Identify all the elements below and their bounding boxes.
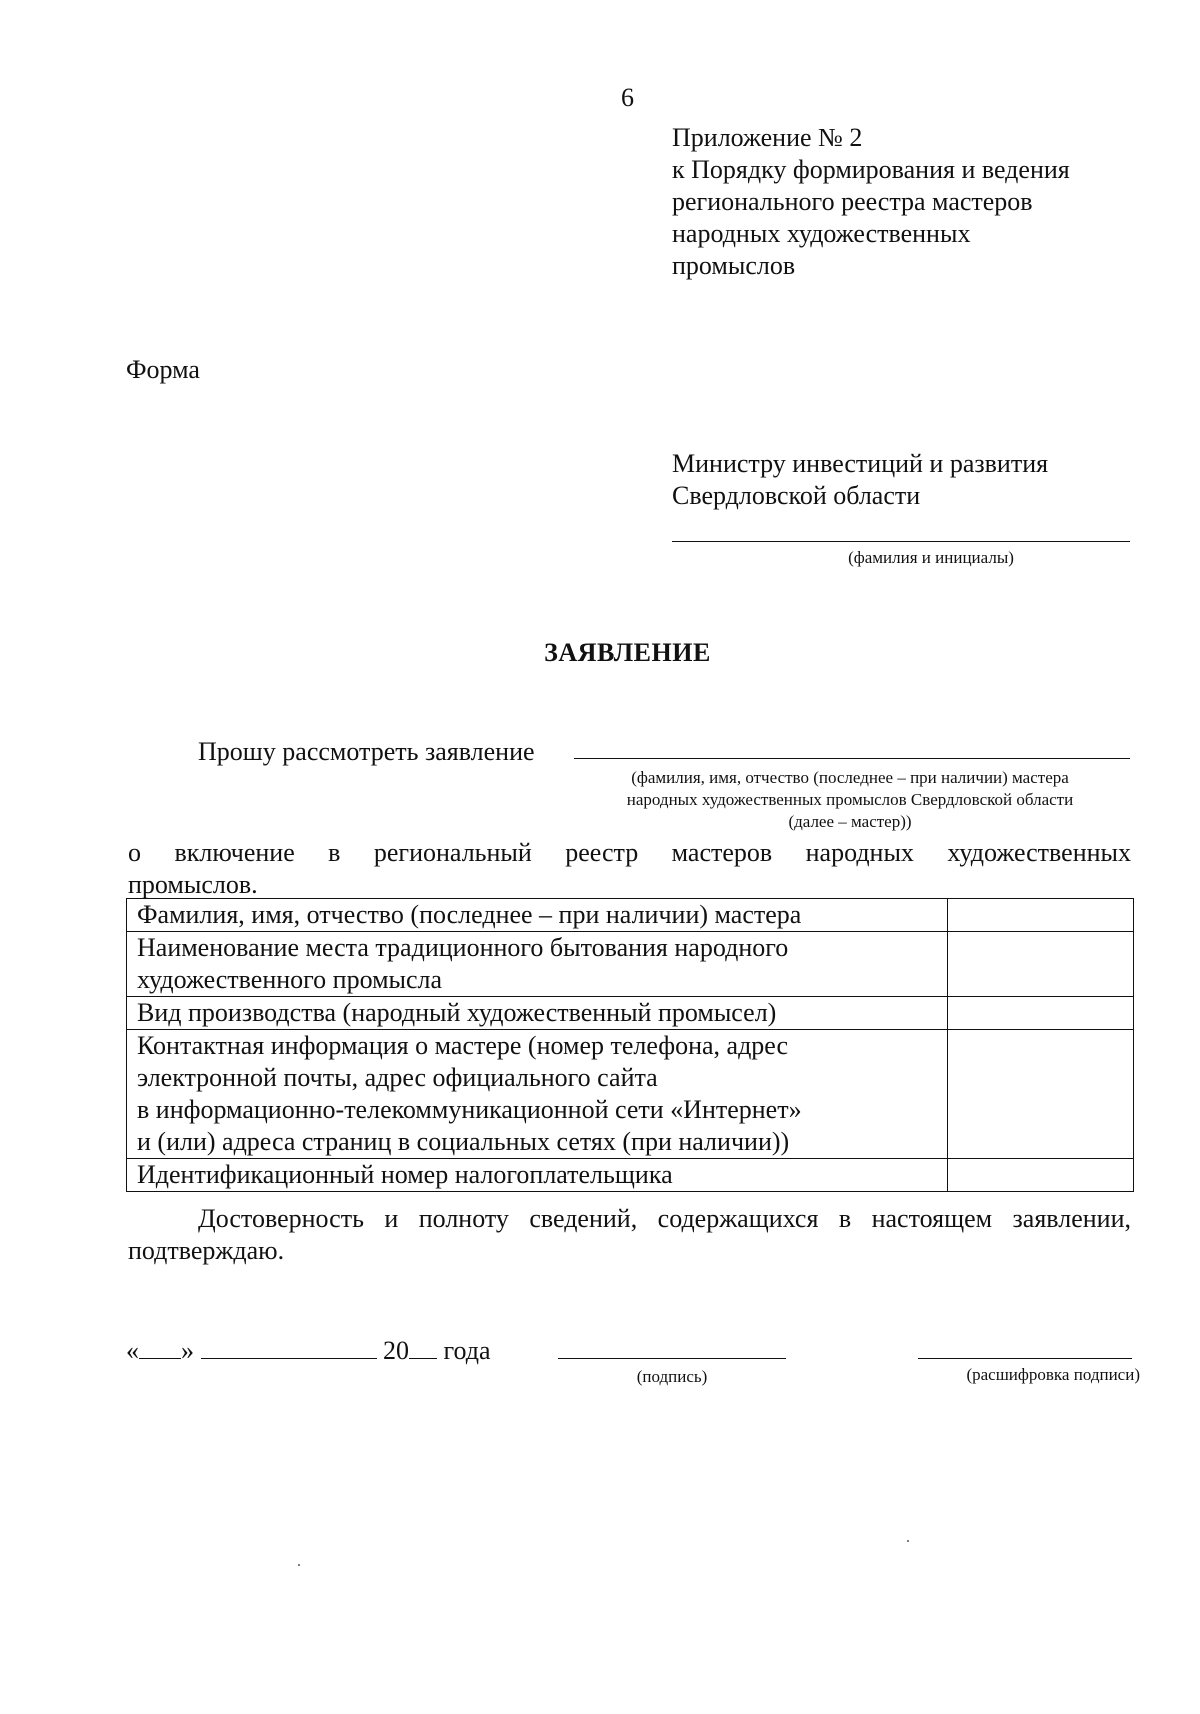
request-body-line: промыслов. <box>128 870 258 899</box>
scan-speck <box>298 1564 300 1566</box>
row-label-line: Контактная информация о мастере (номер телефона, адрес <box>137 1031 789 1060</box>
row-label-line: Идентификационный номер налогоплательщика <box>137 1160 673 1189</box>
page-number: 6 <box>621 83 634 112</box>
applicant-caption-line: народных художественных промыслов Свердловской области <box>626 790 1074 809</box>
applicant-name-field-line <box>574 758 1130 759</box>
appendix-line: промыслов <box>672 251 796 280</box>
confirmation-statement <box>128 1203 1131 1267</box>
appendix-line: Приложение № 2 <box>672 123 863 152</box>
row-value-cell[interactable] <box>948 899 1134 932</box>
quote-close: » <box>181 1336 194 1365</box>
applicant-caption-line: (фамилия, имя, отчество (последнее – при наличии) мастера <box>631 768 1069 787</box>
row-label-line: электронной почты, адрес официального сайта <box>137 1063 658 1092</box>
addressee-block <box>672 448 1172 512</box>
row-label-line: Фамилия, имя, отчество (последнее – при наличии) мастера <box>137 900 802 929</box>
row-label-line: Вид производства (народный художественный промысел) <box>137 998 777 1027</box>
addressee-name-field-line <box>672 541 1130 542</box>
row-label <box>127 997 948 1030</box>
row-label-line: в информационно-телекоммуникационной сети «Интернет» <box>137 1095 802 1124</box>
appendix-line: к Порядку формирования и ведения <box>672 155 1070 184</box>
table-row <box>127 1159 1134 1192</box>
confirmation-line: Достоверность и полноту сведений, содержащихся в настоящем заявлении, <box>198 1204 1131 1233</box>
signature-decode-caption: (расшифровка подписи) <box>966 1365 1140 1384</box>
appendix-line: народных художественных <box>672 219 971 248</box>
date-field <box>126 1335 491 1367</box>
table-row <box>127 932 1134 997</box>
row-label <box>127 1030 948 1159</box>
year-blank[interactable] <box>409 1338 437 1359</box>
year-prefix: 20 <box>383 1336 409 1365</box>
row-label <box>127 899 948 932</box>
form-label: Форма <box>126 355 200 384</box>
addressee-line: Министру инвестиций и развития <box>672 449 1049 478</box>
appendix-header <box>672 122 1172 282</box>
request-body <box>128 837 1131 901</box>
confirmation-line: подтверждаю. <box>128 1236 285 1265</box>
row-value-cell[interactable] <box>948 932 1134 997</box>
quote-open: « <box>126 1336 139 1365</box>
addressee-caption: (фамилия и инициалы) <box>848 548 1014 567</box>
row-label <box>127 1159 948 1192</box>
year-suffix: года <box>443 1336 491 1365</box>
request-body-line: о включение в региональный реестр мастеров народных художественных <box>128 838 1131 867</box>
signature-caption: (подпись) <box>636 1367 708 1386</box>
applicant-caption <box>560 767 1140 833</box>
scan-speck <box>907 1540 909 1542</box>
month-blank[interactable] <box>201 1338 377 1359</box>
appendix-line: регионального реестра мастеров <box>672 187 1033 216</box>
day-blank[interactable] <box>139 1338 181 1359</box>
addressee-line: Свердловской области <box>672 481 921 510</box>
table-row <box>127 1030 1134 1159</box>
row-label <box>127 932 948 997</box>
applicant-info-table <box>126 898 1134 1192</box>
signature-line[interactable] <box>558 1358 786 1359</box>
row-value-cell[interactable] <box>948 1030 1134 1159</box>
row-value-cell[interactable] <box>948 1159 1134 1192</box>
row-label-line: и (или) адреса страниц в социальных сетях (при наличии)) <box>137 1127 790 1156</box>
row-value-cell[interactable] <box>948 997 1134 1030</box>
request-lead-text: Прошу рассмотреть заявление <box>198 737 535 766</box>
row-label-line: художественного промысла <box>137 965 443 994</box>
document-title: ЗАЯВЛЕНИЕ <box>544 638 711 667</box>
table-row <box>127 899 1134 932</box>
row-label-line: Наименование места традиционного бытования народного <box>137 933 789 962</box>
applicant-caption-line: (далее – мастер)) <box>788 812 912 831</box>
table-row <box>127 997 1134 1030</box>
signature-decode-line[interactable] <box>918 1358 1132 1359</box>
